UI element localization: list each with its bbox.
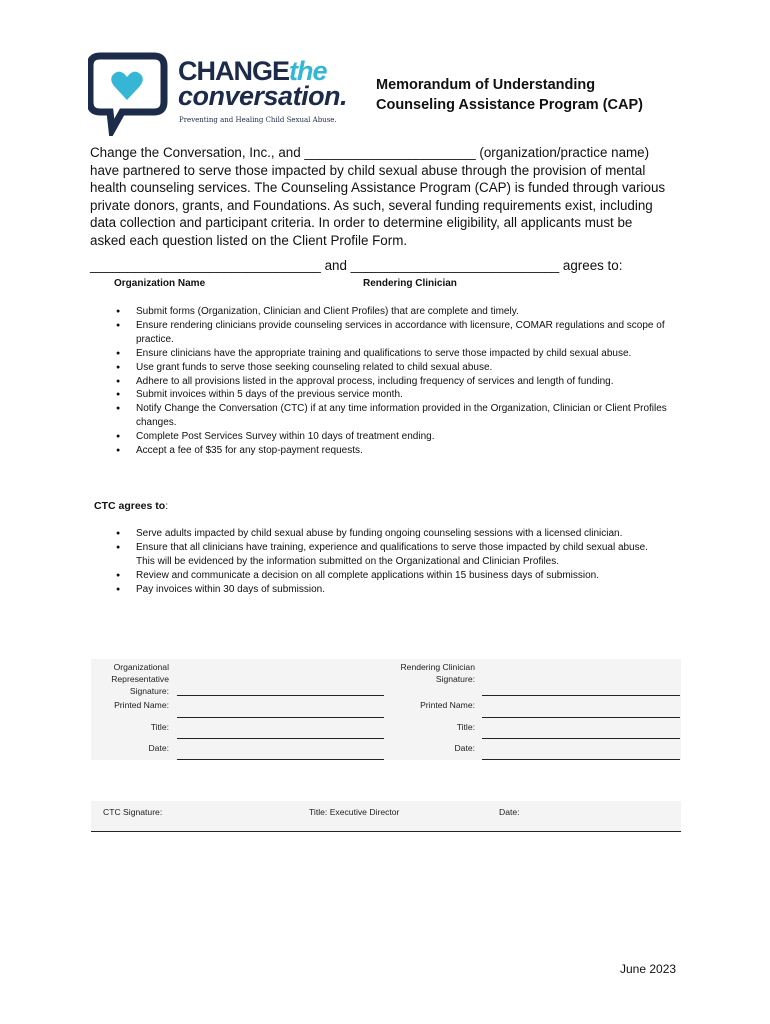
org-title-field[interactable] [177, 738, 384, 739]
ctc-date-label: Date: [499, 807, 520, 817]
signature-table [91, 659, 681, 760]
clinician-title-label: Title: [456, 722, 475, 732]
list-item: ● Ensure clinicians have the appropriate training and qualifications to serve those impacted by child sexual abuse. [116, 347, 672, 361]
ctc-duties-list [116, 527, 648, 597]
rendering-clinician-label: Rendering Clinician [363, 278, 457, 289]
org-date-field[interactable] [177, 759, 384, 760]
logo-wordmark-line2: conversation. [178, 81, 348, 111]
org-signature-field[interactable] [177, 695, 384, 696]
list-item: ● Submit invoices within 5 days of the previous service month. [116, 388, 672, 402]
ctc-signature-row[interactable] [91, 801, 681, 832]
logo-wordmark-line1: CHANGEthe [178, 56, 327, 86]
org-date-label: Date: [148, 743, 169, 753]
memo-title: Memorandum of Understanding Counseling Assistance Program (CAP) [376, 77, 643, 113]
list-item: ● Notify Change the Conversation (CTC) if at any time information provided in the Organization, Clinician or Client Profiles changes. [116, 402, 672, 430]
organization-duties-list [116, 305, 672, 458]
clinician-signature-label: Rendering Clinician Signature: [400, 662, 475, 684]
org-title-label: Title: [150, 722, 169, 732]
org-printed-name-label: Printed Name: [114, 700, 169, 710]
clinician-title-field[interactable] [482, 738, 680, 739]
footer-date: June 2023 [620, 962, 677, 976]
speech-bubble-heart-icon [88, 52, 174, 136]
list-item: ● Use grant funds to serve those seeking counseling related to child sexual abuse. [116, 361, 672, 375]
list-item: ● Ensure that all clinicians have training, experience and qualifications to serve those impacted by child sexual abuse. This will be evidenced by the information submitted on the Organizational and Clinician Profiles. [116, 541, 648, 569]
list-item: ● Review and communicate a decision on all complete applications within 15 business days of submission. [116, 569, 648, 583]
list-item: ● Complete Post Services Survey within 10 days of treatment ending. [116, 430, 672, 444]
list-item: ● Submit forms (Organization, Clinician and Client Profiles) that are complete and timely. [116, 305, 672, 319]
list-item: ● Pay invoices within 30 days of submission. [116, 583, 648, 597]
list-item: ● Adhere to all provisions listed in the approval process, including frequency of services and length of funding. [116, 375, 672, 389]
ctc-agrees-heading: CTC agrees to: [94, 500, 169, 512]
logo-tagline: Preventing and Healing Child Sexual Abuse. [179, 116, 337, 124]
clinician-date-label: Date: [454, 743, 475, 753]
ctc-signature-label: CTC Signature: [103, 807, 163, 817]
org-signature-label: Organizational Representative Signature: [111, 662, 169, 696]
clinician-printed-name-label: Printed Name: [420, 700, 475, 710]
organization-name-label: Organization Name [114, 278, 206, 289]
ctc-logo [88, 52, 378, 136]
intro-paragraph: Change the Conversation, Inc., and _______________________ (organization/practice name) have partnered to serve those impacted by child sexual abuse through the provision of mental health counseling services. The Counseling Assistance Program (CAP) is funded through various private donors, grants, and Foundations. As such, several funding requirements exist, including data collection and participant criteria. In order to determine eligibility, all applicants must be asked each question listed on the Client Profile Form. [90, 145, 666, 248]
clinician-printed-name-field[interactable] [482, 717, 680, 718]
list-item: ● Ensure rendering clinicians provide counseling services in accordance with licensure, COMAR regulations and scope of practice. [116, 319, 672, 347]
clinician-signature-field[interactable] [482, 695, 680, 696]
agreement-line: _______________________________ and ____________________________ agrees to: [90, 258, 623, 273]
ctc-title-label: Title: Executive Director [309, 807, 400, 817]
list-item: ● Accept a fee of $35 for any stop-payment requests. [116, 444, 672, 458]
clinician-date-field[interactable] [482, 759, 680, 760]
org-printed-name-field[interactable] [177, 717, 384, 718]
list-item: ● Serve adults impacted by child sexual abuse by funding ongoing counseling sessions with a licensed clinician. [116, 527, 648, 541]
